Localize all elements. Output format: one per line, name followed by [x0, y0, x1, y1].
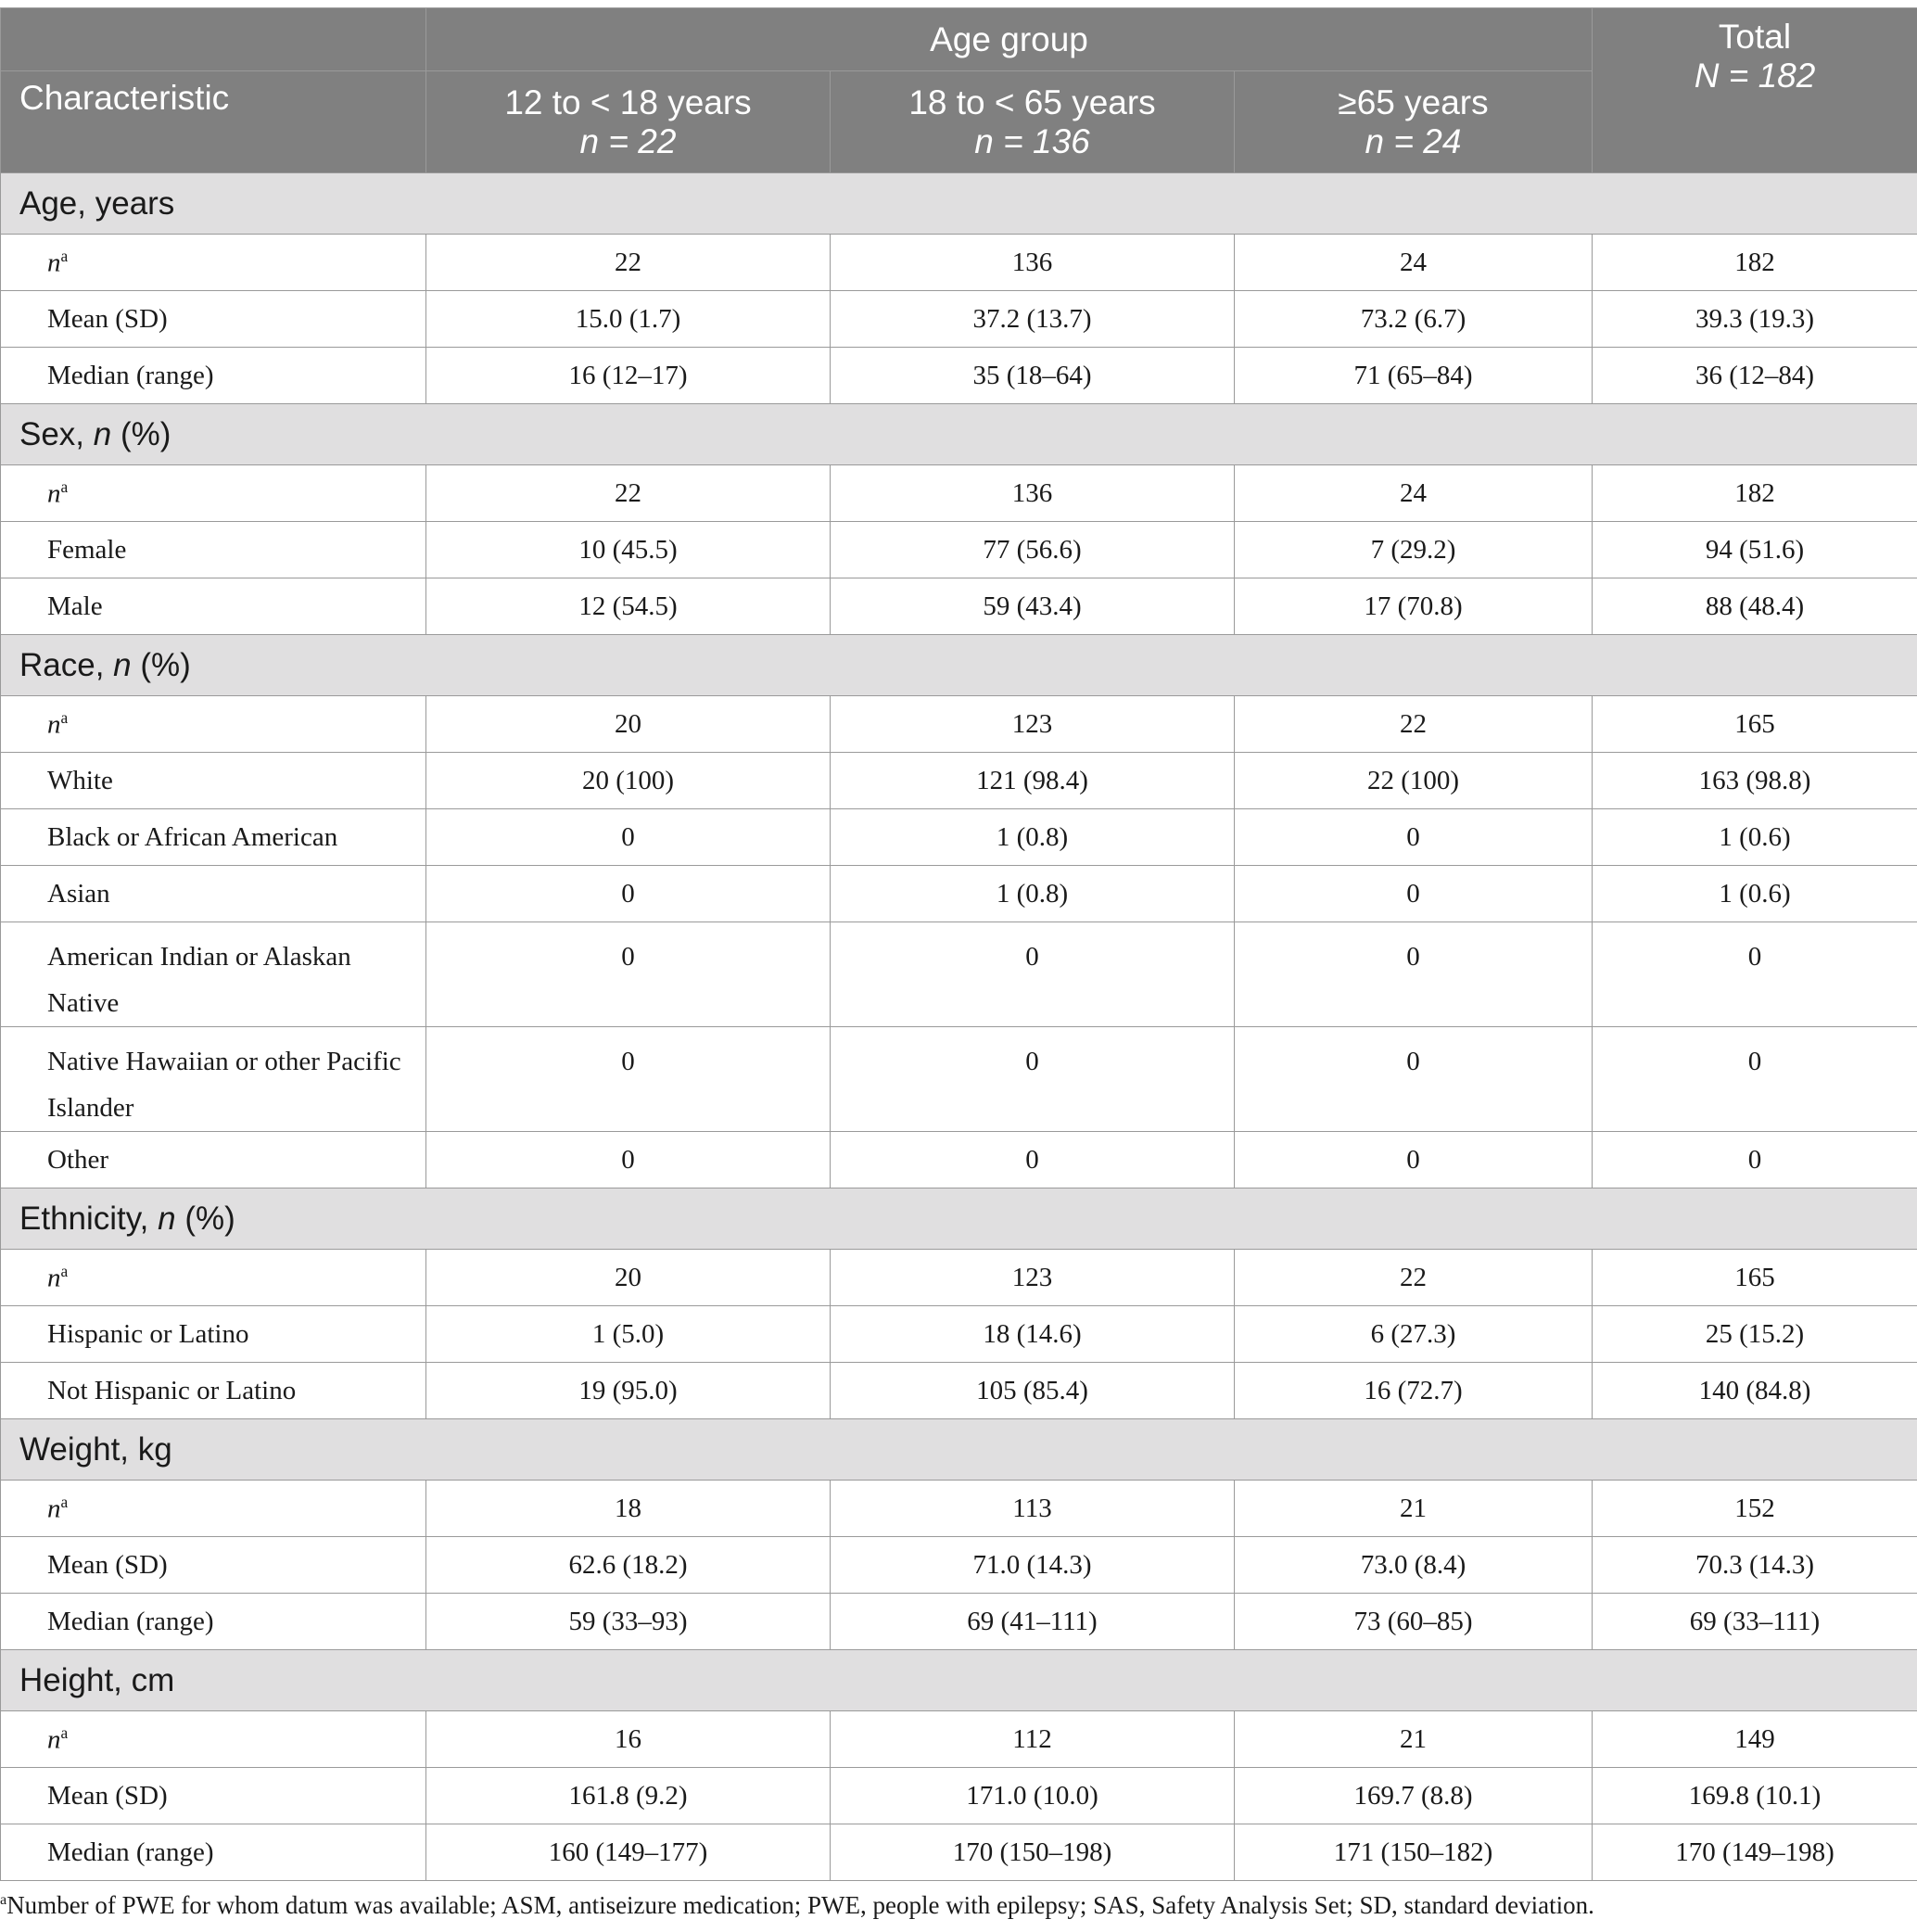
row-value: 39.3 (19.3)	[1593, 291, 1917, 348]
table-row	[1, 1711, 1917, 1768]
group-range: ≥65 years	[1338, 83, 1489, 121]
row-value: 170 (150–198)	[831, 1824, 1235, 1881]
row-value: 94 (51.6)	[1593, 522, 1917, 578]
row-value: 36 (12–84)	[1593, 348, 1917, 404]
row-value: 140 (84.8)	[1593, 1363, 1917, 1419]
row-label: $n^a$	[1, 465, 426, 522]
row-value: 0	[426, 809, 831, 866]
header-group-3	[1235, 71, 1593, 173]
row-value: 16 (72.7)	[1235, 1363, 1593, 1419]
section-title: Age, years	[1, 173, 1917, 235]
row-value: 16	[426, 1711, 831, 1768]
row-value: 0	[1593, 1027, 1917, 1132]
section-title: Height, cm	[1, 1650, 1917, 1711]
row-value: 182	[1593, 465, 1917, 522]
table-row	[1, 522, 1917, 578]
row-value: 22	[1235, 1250, 1593, 1306]
row-value: 1 (0.6)	[1593, 866, 1917, 922]
row-value: 136	[831, 465, 1235, 522]
row-value: 20	[426, 696, 831, 753]
table-row	[1, 348, 1917, 404]
row-value: 6 (27.3)	[1235, 1306, 1593, 1363]
row-value: 10 (45.5)	[426, 522, 831, 578]
row-value: 24	[1235, 235, 1593, 291]
section-header	[1, 635, 1917, 696]
table-row	[1, 1132, 1917, 1188]
row-value: 169.7 (8.8)	[1235, 1768, 1593, 1824]
table-row	[1, 465, 1917, 522]
row-value: 77 (56.6)	[831, 522, 1235, 578]
row-value: 165	[1593, 1250, 1917, 1306]
row-value: 123	[831, 1250, 1235, 1306]
row-value: 1 (0.6)	[1593, 809, 1917, 866]
header-characteristic: Characteristic	[1, 71, 426, 173]
section-title: Ethnicity, n (%)	[1, 1188, 1917, 1250]
row-value: 0	[831, 922, 1235, 1027]
table-row	[1, 1481, 1917, 1537]
row-value: 0	[1593, 922, 1917, 1027]
row-label: Median (range)	[1, 348, 426, 404]
row-value: 0	[1235, 922, 1593, 1027]
section-title: Race, n (%)	[1, 635, 1917, 696]
group-n: n = 136	[974, 121, 1090, 160]
group-n: n = 24	[1365, 121, 1462, 160]
row-label: Asian	[1, 866, 426, 922]
table-row	[1, 696, 1917, 753]
row-label: $n^a$	[1, 1250, 426, 1306]
row-label: Other	[1, 1132, 426, 1188]
row-value: 18 (14.6)	[831, 1306, 1235, 1363]
row-value: 22	[1235, 696, 1593, 753]
row-label: White	[1, 753, 426, 809]
row-value: 69 (41–111)	[831, 1594, 1235, 1650]
row-value: 170 (149–198)	[1593, 1824, 1917, 1881]
footnote: $^a$Number of PWE for whom datum was available; ASM, antiseizure medication; PWE, people with epilepsy; SAS, Safety Analysis Set; SD, standard deviation.	[0, 1891, 1594, 1919]
row-value: 19 (95.0)	[426, 1363, 831, 1419]
row-value: 182	[1593, 235, 1917, 291]
row-value: 105 (85.4)	[831, 1363, 1235, 1419]
row-label: Female	[1, 522, 426, 578]
row-value: 35 (18–64)	[831, 348, 1235, 404]
row-value: 0	[1593, 1132, 1917, 1188]
row-value: 0	[831, 1132, 1235, 1188]
row-label: Mean (SD)	[1, 1537, 426, 1594]
row-value: 169.8 (10.1)	[1593, 1768, 1917, 1824]
row-value: 123	[831, 696, 1235, 753]
row-value: 71 (65–84)	[1235, 348, 1593, 404]
header-group-2	[831, 71, 1235, 173]
table-row	[1, 1768, 1917, 1824]
group-range: 18 to < 65 years	[908, 83, 1156, 121]
row-value: 149	[1593, 1711, 1917, 1768]
table-row	[1, 922, 1917, 1027]
table-row	[1, 1306, 1917, 1363]
header-age-group: Age group	[426, 8, 1593, 71]
row-value: 0	[426, 1027, 831, 1132]
row-label: Mean (SD)	[1, 1768, 426, 1824]
row-value: 0	[1235, 809, 1593, 866]
row-value: 73.2 (6.7)	[1235, 291, 1593, 348]
row-value: 171.0 (10.0)	[831, 1768, 1235, 1824]
table-row	[1, 753, 1917, 809]
row-value: 25 (15.2)	[1593, 1306, 1917, 1363]
row-value: 70.3 (14.3)	[1593, 1537, 1917, 1594]
row-value: 21	[1235, 1711, 1593, 1768]
table-row	[1, 291, 1917, 348]
row-value: 7 (29.2)	[1235, 522, 1593, 578]
row-value: 0	[426, 922, 831, 1027]
row-label: Not Hispanic or Latino	[1, 1363, 426, 1419]
table-row	[1, 235, 1917, 291]
header-group-1	[426, 71, 831, 173]
row-value: 16 (12–17)	[426, 348, 831, 404]
row-value: 0	[426, 1132, 831, 1188]
row-value: 0	[1235, 866, 1593, 922]
table-body	[1, 173, 1917, 1881]
row-value: 0	[1235, 1132, 1593, 1188]
row-label: $n^a$	[1, 696, 426, 753]
row-value: 0	[426, 866, 831, 922]
table-row	[1, 1537, 1917, 1594]
section-title: Sex, n (%)	[1, 404, 1917, 465]
table-row	[1, 809, 1917, 866]
section-header	[1, 404, 1917, 465]
row-value: 73.0 (8.4)	[1235, 1537, 1593, 1594]
row-value: 73 (60–85)	[1235, 1594, 1593, 1650]
row-label: Black or African American	[1, 809, 426, 866]
row-value: 71.0 (14.3)	[831, 1537, 1235, 1594]
table-row	[1, 1363, 1917, 1419]
row-label: Median (range)	[1, 1594, 426, 1650]
row-label: Median (range)	[1, 1824, 426, 1881]
row-value: 22 (100)	[1235, 753, 1593, 809]
row-value: 136	[831, 235, 1235, 291]
row-value: 0	[831, 1027, 1235, 1132]
group-range: 12 to < 18 years	[504, 83, 752, 121]
row-value: 121 (98.4)	[831, 753, 1235, 809]
row-value: 88 (48.4)	[1593, 578, 1917, 635]
row-label: Male	[1, 578, 426, 635]
row-value: 59 (43.4)	[831, 578, 1235, 635]
row-value: 165	[1593, 696, 1917, 753]
section-header	[1, 1188, 1917, 1250]
row-label: American Indian or Alaskan Native	[1, 922, 426, 1027]
header-total	[1593, 8, 1917, 173]
section-header	[1, 173, 1917, 235]
row-value: 21	[1235, 1481, 1593, 1537]
row-value: 171 (150–182)	[1235, 1824, 1593, 1881]
row-value: 163 (98.8)	[1593, 753, 1917, 809]
row-value: 18	[426, 1481, 831, 1537]
row-value: 37.2 (13.7)	[831, 291, 1235, 348]
table-row	[1, 578, 1917, 635]
row-label: $n^a$	[1, 1481, 426, 1537]
row-value: 20 (100)	[426, 753, 831, 809]
row-value: 161.8 (9.2)	[426, 1768, 831, 1824]
row-value: 17 (70.8)	[1235, 578, 1593, 635]
table-row	[1, 1594, 1917, 1650]
row-value: 0	[1235, 1027, 1593, 1132]
header-total-label: Total	[1718, 18, 1792, 56]
row-label: Mean (SD)	[1, 291, 426, 348]
row-label: Native Hawaiian or other Pacific Islander	[1, 1027, 426, 1132]
table-row	[1, 1250, 1917, 1306]
row-value: 15.0 (1.7)	[426, 291, 831, 348]
section-header	[1, 1419, 1917, 1481]
row-value: 160 (149–177)	[426, 1824, 831, 1881]
row-value: 24	[1235, 465, 1593, 522]
row-label: $n^a$	[1, 1711, 426, 1768]
section-header	[1, 1650, 1917, 1711]
row-value: 22	[426, 235, 831, 291]
group-n: n = 22	[579, 121, 677, 160]
row-value: 1 (0.8)	[831, 866, 1235, 922]
row-value: 1 (0.8)	[831, 809, 1235, 866]
table-row	[1, 866, 1917, 922]
row-value: 152	[1593, 1481, 1917, 1537]
row-value: 12 (54.5)	[426, 578, 831, 635]
row-value: 59 (33–93)	[426, 1594, 831, 1650]
row-value: 112	[831, 1711, 1235, 1768]
row-value: 20	[426, 1250, 831, 1306]
row-value: 1 (5.0)	[426, 1306, 831, 1363]
header-total-n: N = 182	[1694, 57, 1816, 95]
demographics-table	[0, 7, 1917, 1881]
row-value: 113	[831, 1481, 1235, 1537]
row-label: $n^a$	[1, 235, 426, 291]
row-value: 69 (33–111)	[1593, 1594, 1917, 1650]
table-row	[1, 1027, 1917, 1132]
table-row	[1, 1824, 1917, 1881]
section-title: Weight, kg	[1, 1419, 1917, 1481]
row-label: Hispanic or Latino	[1, 1306, 426, 1363]
row-value: 62.6 (18.2)	[426, 1537, 831, 1594]
row-value: 22	[426, 465, 831, 522]
header-blank	[1, 8, 426, 71]
